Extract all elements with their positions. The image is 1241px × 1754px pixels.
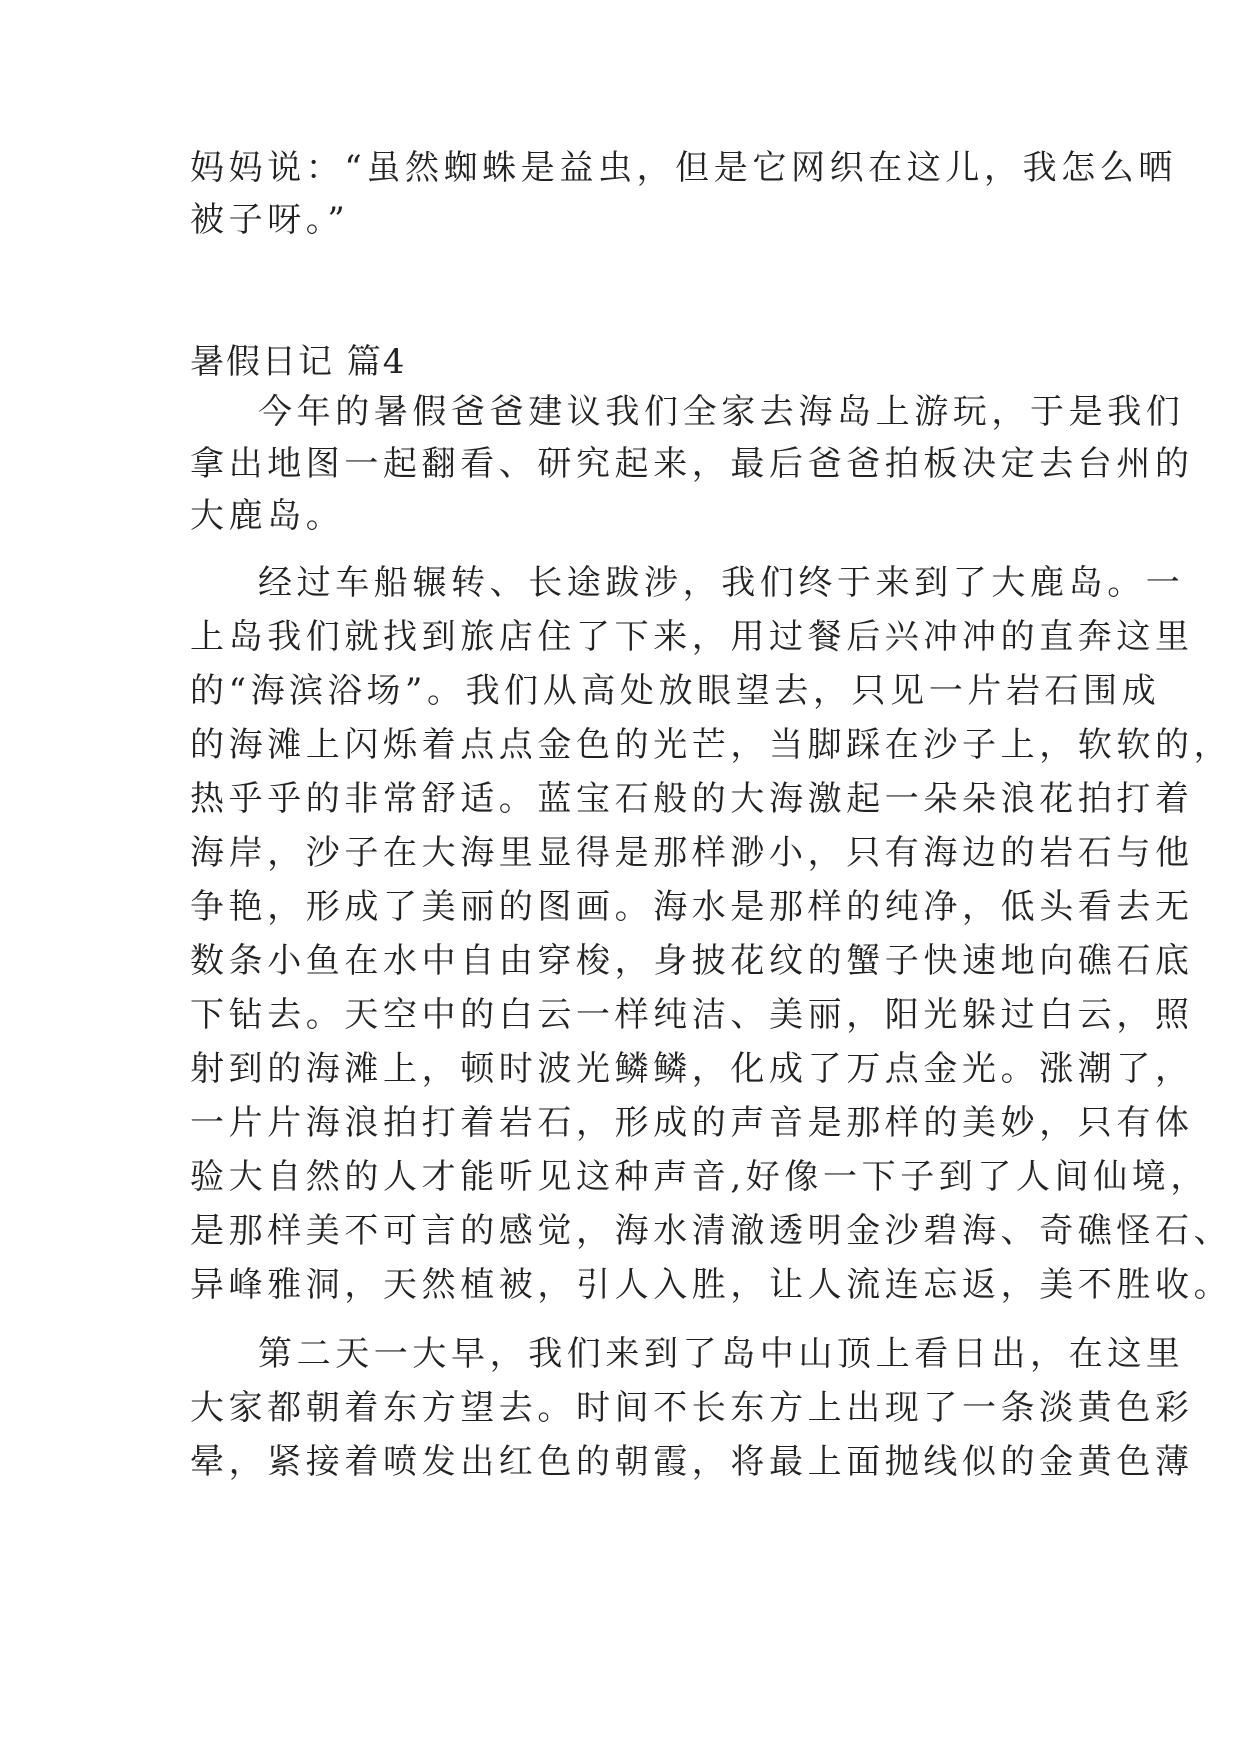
section-heading: 暑假日记 篇4 — [190, 342, 407, 382]
paragraph-line: 第二天一大早，我们来到了岛中山顶上看日出，在这里 — [258, 1334, 1185, 1374]
paragraph-line: 数条小鱼在水中自由穿梭，身披花纹的蟹子快速地向礁石底 — [190, 941, 1194, 981]
paragraph-line: 拿出地图一起翻看、研究起来，最后爸爸拍板决定去台州的 — [190, 444, 1194, 484]
paragraph-line: 的“海滨浴场”。我们从高处放眼望去，只见一片岩石围成 — [190, 671, 1161, 711]
paragraph-line: 晕，紧接着喷发出红色的朝霞，将最上面抛线似的金黄色薄 — [190, 1442, 1194, 1482]
paragraph-line: 上岛我们就找到旅店住了下来，用过餐后兴冲冲的直奔这里 — [190, 617, 1194, 657]
paragraph-line: 今年的暑假爸爸建议我们全家去海岛上游玩，于是我们 — [258, 392, 1185, 432]
intro-line: 被子呀。” — [190, 200, 350, 240]
intro-line: 妈妈说：“虽然蜘蛛是益虫，但是它网织在这儿，我怎么晒 — [190, 148, 1177, 188]
paragraph-line: 争艳，形成了美丽的图画。海水是那样的纯净，低头看去无 — [190, 887, 1194, 927]
paragraph-line: 经过车船辗转、长途跋涉，我们终于来到了大鹿岛。一 — [258, 563, 1185, 603]
paragraph-line: 射到的海滩上，顿时波光鳞鳞，化成了万点金光。涨潮了， — [190, 1049, 1194, 1089]
paragraph-line: 热乎乎的非常舒适。蓝宝石般的大海激起一朵朵浪花拍打着 — [190, 779, 1194, 819]
paragraph-line: 海岸，沙子在大海里显得是那样渺小，只有海边的岩石与他 — [190, 833, 1194, 873]
paragraph-line: 大鹿岛。 — [190, 496, 345, 536]
paragraph-line: 大家都朝着东方望去。时间不长东方上出现了一条淡黄色彩 — [190, 1388, 1194, 1428]
paragraph-line: 下钻去。天空中的白云一样纯洁、美丽，阳光躲过白云，照 — [190, 995, 1194, 1035]
paragraph-line: 异峰雅洞，天然植被，引人入胜，让人流连忘返，美不胜收。 — [190, 1265, 1233, 1305]
paragraph-line: 是那样美不可言的感觉，海水清澈透明金沙碧海、奇礁怪石、 — [190, 1211, 1233, 1251]
paragraph-line: 验大自然的人才能听见这种声音,好像一下子到了人间仙境， — [190, 1157, 1210, 1197]
paragraph-line: 一片片海浪拍打着岩石，形成的声音是那样的美妙，只有体 — [190, 1103, 1194, 1143]
paragraph-line: 的海滩上闪烁着点点金色的光芒，当脚踩在沙子上，软软的， — [190, 725, 1233, 765]
